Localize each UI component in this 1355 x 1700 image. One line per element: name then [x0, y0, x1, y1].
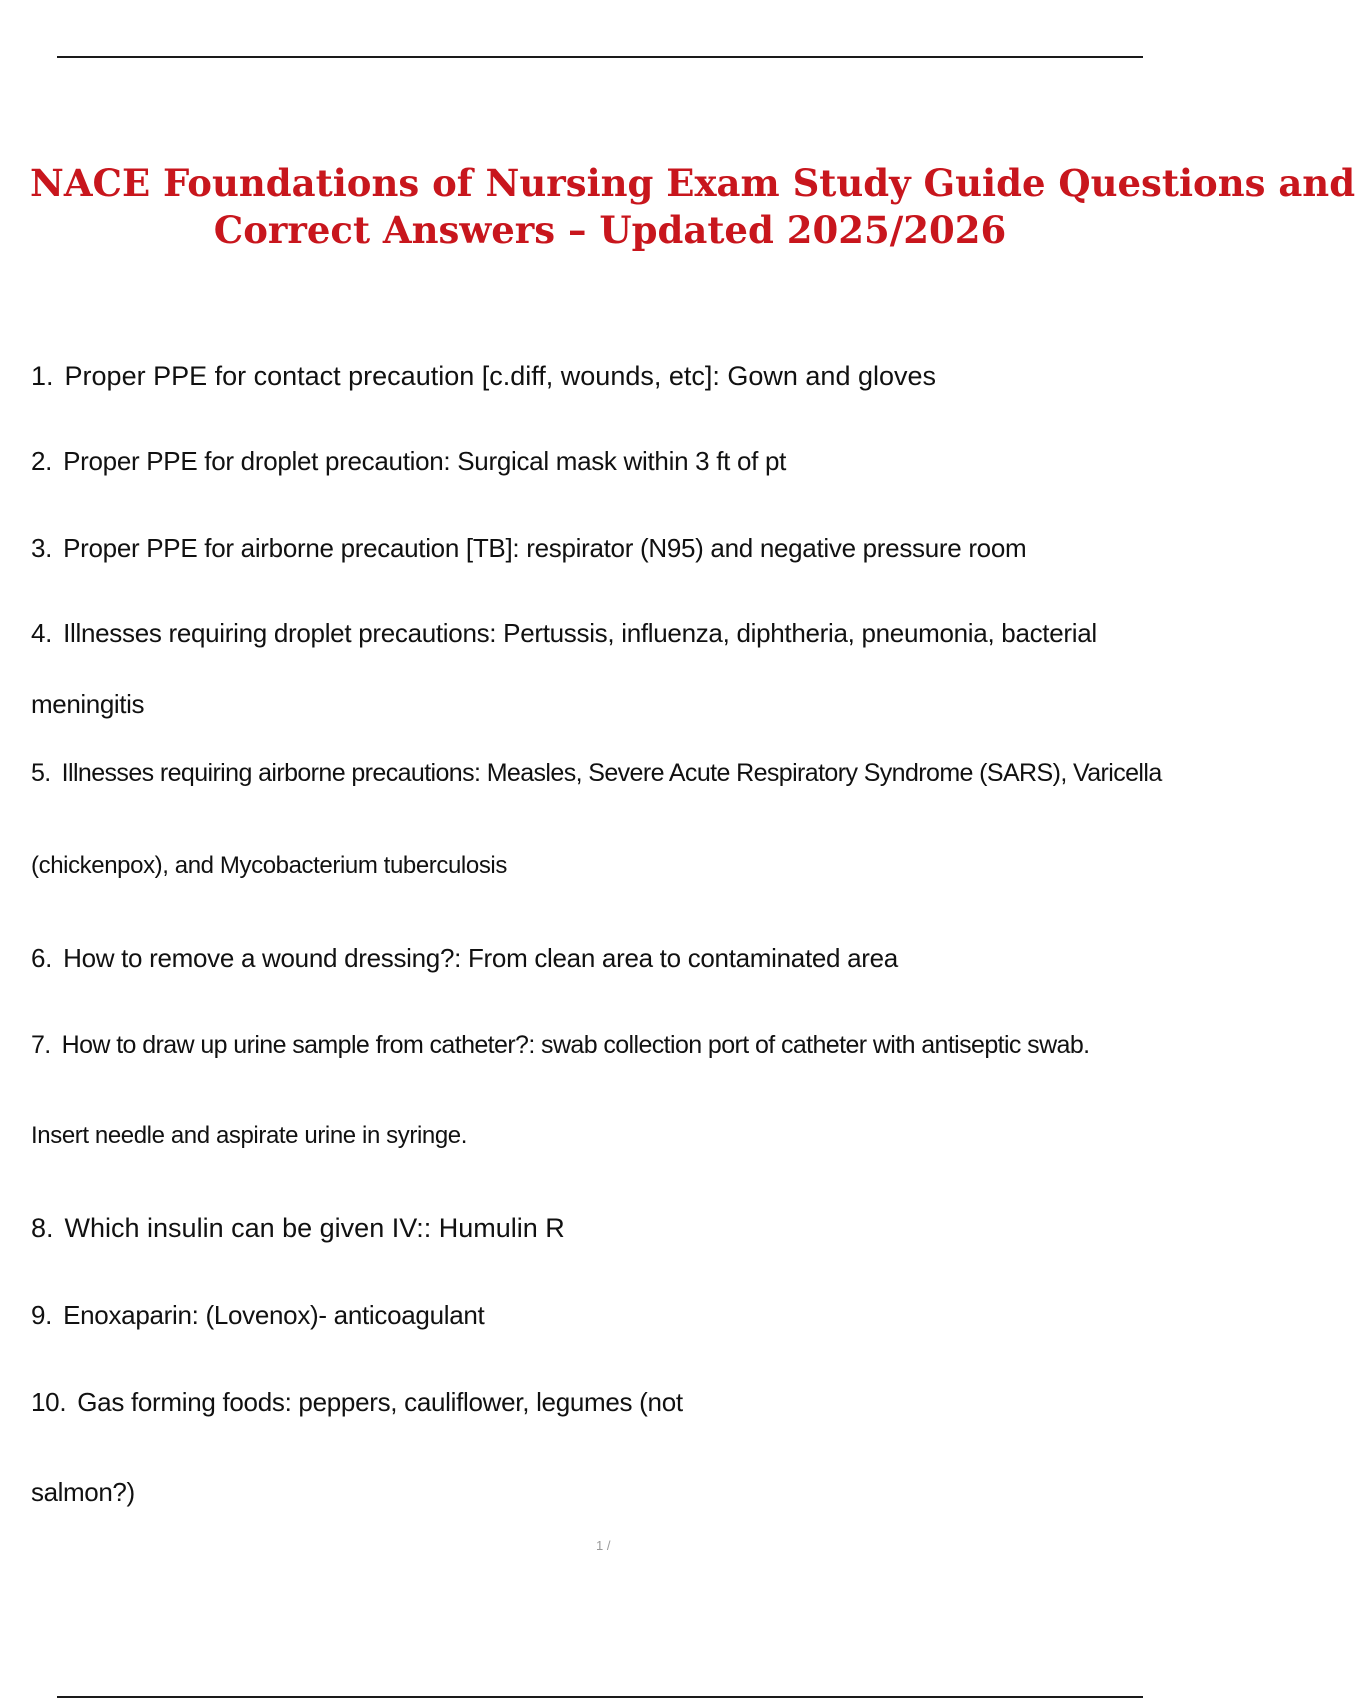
qa-item-1 [31, 359, 936, 393]
qa-item-9 [31, 1298, 484, 1332]
document-title [30, 160, 1355, 254]
item-number: 4. [31, 618, 53, 648]
page-number: 1 / [596, 1538, 611, 1553]
qa-item-4 [31, 616, 1097, 650]
item-text: Enoxaparin: (Lovenox)- anticoagulant [63, 1300, 485, 1330]
item-text: How to draw up urine sample from catheter?: swab collection port of catheter with antiseptic swab. [61, 1031, 1090, 1059]
qa-item-5 [31, 756, 1162, 790]
qa-item-10-continuation: salmon?) [31, 1477, 135, 1507]
title-line-2: Correct Answers – Updated 2025/2026 [213, 208, 1007, 252]
item-text: Proper PPE for droplet precaution: Surgical mask within 3 ft of pt [63, 446, 787, 476]
qa-item-7 [31, 1028, 1090, 1062]
qa-item-3 [31, 531, 1026, 565]
item-text: Proper PPE for airborne precaution [TB]: respirator (N95) and negative pressure room [63, 533, 1027, 563]
qa-item-7-continuation: Insert needle and aspirate urine in syringe. [31, 1122, 468, 1149]
item-text: Illnesses requiring airborne precautions: Measles, Severe Acute Respiratory Syndrome (SARS), Varicella [61, 759, 1162, 787]
qa-item-8 [31, 1211, 565, 1245]
item-number: 8. [31, 1213, 54, 1243]
bottom-rule [57, 1696, 1143, 1698]
item-text: Proper PPE for contact precaution [c.diff, wounds, etc]: Gown and gloves [64, 361, 937, 391]
item-number: 2. [31, 446, 53, 476]
qa-item-2 [31, 444, 786, 478]
item-text: Illnesses requiring droplet precautions: Pertussis, influenza, diphtheria, pneumonia, bacterial [63, 618, 1097, 648]
qa-item-6 [31, 941, 898, 975]
top-rule [57, 56, 1143, 58]
item-number: 9. [31, 1300, 53, 1330]
item-text: Which insulin can be given IV:: Humulin R [64, 1213, 565, 1243]
qa-item-4-continuation: meningitis [31, 689, 145, 719]
item-number: 6. [31, 943, 53, 973]
item-number: 3. [31, 533, 53, 563]
item-number: 7. [31, 1031, 51, 1059]
qa-item-10 [31, 1385, 683, 1419]
item-number: 5. [31, 759, 51, 787]
title-line-1: NACE Foundations of Nursing Exam Study Guide Questions and [30, 161, 1355, 205]
item-text: How to remove a wound dressing?: From clean area to contaminated area [63, 943, 898, 973]
item-number: 1. [31, 361, 54, 391]
qa-item-5-continuation: (chickenpox), and Mycobacterium tuberculosis [31, 852, 507, 879]
item-text: Gas forming foods: peppers, cauliflower, legumes (not [77, 1387, 683, 1417]
item-number: 10. [31, 1387, 67, 1417]
